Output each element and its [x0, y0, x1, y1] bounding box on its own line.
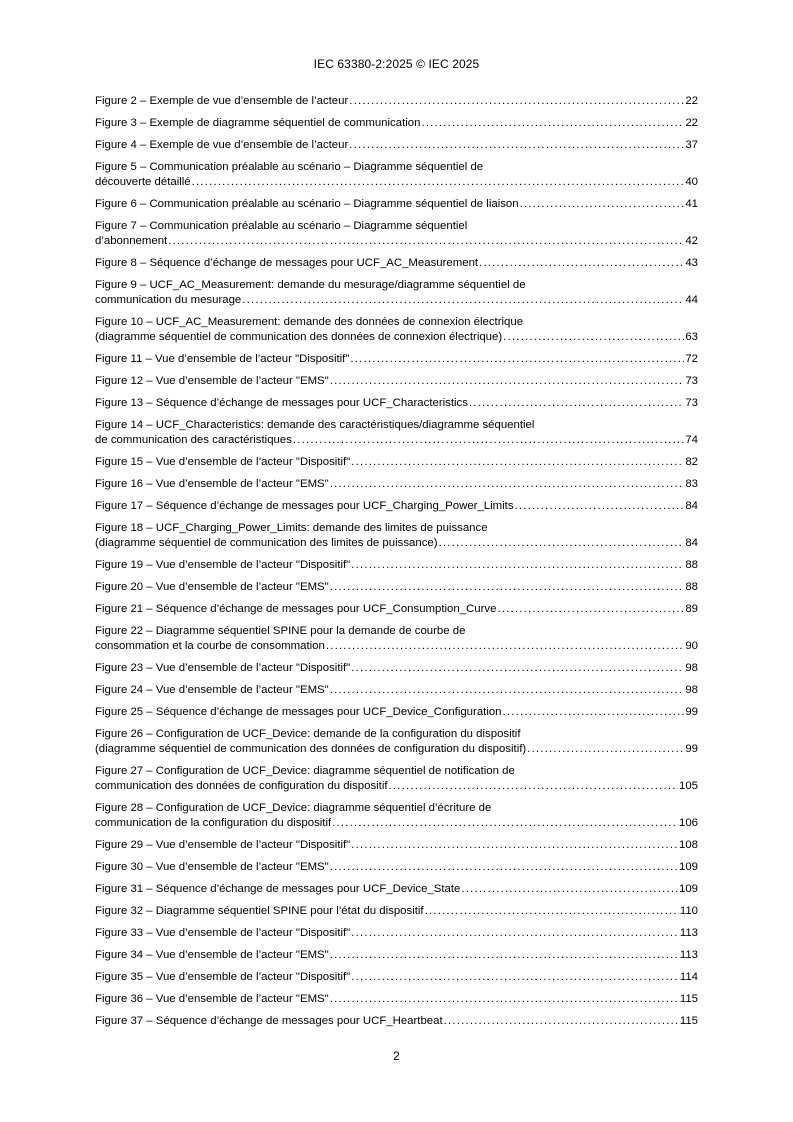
toc-entry-line [95, 882, 698, 897]
dot-leader [332, 816, 678, 831]
toc-entry[interactable] [95, 948, 698, 963]
toc-entry[interactable] [95, 256, 698, 271]
toc-entry-title: (diagramme séquentiel de communication des limites de puissance) [95, 537, 438, 549]
toc-entry-title-line: Figure 28 – Configuration de UCF_Device: diagramme séquentiel d’écriture de [95, 802, 492, 814]
toc-entry-line [95, 1014, 698, 1029]
dot-leader [520, 197, 685, 212]
toc-entry[interactable] [95, 801, 698, 831]
dot-leader [168, 234, 684, 249]
toc-entry-title-line: Figure 18 – UCF_Charging_Power_Limits: demande des limites de puissance [95, 522, 488, 534]
toc-entry-title-line: Figure 26 – Configuration de UCF_Device: demande de la configuration du dispositif [95, 728, 521, 740]
toc-entry-line [95, 477, 698, 492]
toc-entry[interactable] [95, 197, 698, 212]
toc-entry-page: 98 [685, 684, 698, 696]
toc-entry[interactable] [95, 558, 698, 573]
toc-entry-title: Figure 37 – Séquence d’échange de messages pour UCF_Heartbeat [95, 1015, 443, 1027]
toc-entry[interactable] [95, 315, 698, 345]
dot-leader [293, 433, 684, 448]
toc-entry-title: de communication des caractéristiques [95, 434, 292, 446]
dot-leader [351, 926, 679, 941]
toc-entry-title: Figure 2 – Exemple de vue d’ensemble de l’acteur [95, 95, 349, 107]
toc-entry-page: 84 [685, 500, 698, 512]
toc-entry[interactable] [95, 116, 698, 131]
toc-entry-page: 73 [685, 375, 698, 387]
toc-entry-line [95, 330, 698, 345]
dot-leader [389, 779, 678, 794]
toc-entry-title: Figure 15 – Vue d’ensemble de l’acteur "Dispositif" [95, 456, 351, 468]
dot-leader [421, 116, 684, 131]
toc-entry[interactable] [95, 992, 698, 1007]
dot-leader [242, 293, 684, 308]
toc-entry-line [95, 293, 698, 308]
dot-leader [326, 639, 684, 654]
toc-entry-page: 109 [678, 861, 698, 873]
toc-entry-title: Figure 25 – Séquence d’échange de messages pour UCF_Device_Configuration [95, 706, 502, 718]
toc-entry-line [95, 948, 698, 963]
toc-entry[interactable] [95, 882, 698, 897]
toc-entry[interactable] [95, 661, 698, 676]
toc-entry-page: 63 [685, 331, 698, 343]
toc-entry-line [95, 580, 698, 595]
toc-entry-page: 105 [678, 780, 698, 792]
toc-entry-line [95, 926, 698, 941]
toc-entry-title: Figure 8 – Séquence d’échange de messages pour UCF_AC_Measurement [95, 257, 479, 269]
toc-entry[interactable] [95, 705, 698, 720]
toc-entry[interactable] [95, 727, 698, 757]
toc-entry-line [95, 779, 698, 794]
toc-entry-line [95, 138, 698, 153]
toc-entry-title: Figure 19 – Vue d’ensemble de l’acteur "Dispositif" [95, 559, 351, 571]
toc-entry-title: Figure 33 – Vue d’ensemble de l’acteur "Dispositif" [95, 927, 351, 939]
dot-leader [469, 396, 684, 411]
dot-leader [527, 742, 684, 757]
toc-entry-title-line: Figure 22 – Diagramme séquentiel SPINE pour la demande de courbe de [95, 625, 466, 637]
toc-entry[interactable] [95, 860, 698, 875]
toc-entry-page: 99 [685, 706, 698, 718]
dot-leader [330, 683, 685, 698]
toc-entry-title: Figure 35 – Vue d’ensemble de l’acteur "Dispositif" [95, 971, 351, 983]
toc-entry[interactable] [95, 499, 698, 514]
toc-entry[interactable] [95, 418, 698, 448]
toc-entry-title: Figure 3 – Exemple de diagramme séquentiel de communication [95, 117, 421, 129]
toc-entry-title: Figure 36 – Vue d’ensemble de l’acteur "EMS" [95, 993, 329, 1005]
toc-entry[interactable] [95, 94, 698, 109]
dot-leader [330, 477, 685, 492]
toc-entry-title: Figure 4 – Exemple de vue d’ensemble de l’acteur [95, 139, 349, 151]
dot-leader [330, 860, 678, 875]
toc-entry[interactable] [95, 683, 698, 698]
toc-entry-title-line: Figure 7 – Communication préalable au scénario – Diagramme séquentiel [95, 220, 468, 232]
toc-entry-title: Figure 31 – Séquence d’échange de messages pour UCF_Device_State [95, 883, 461, 895]
toc-entry-line [95, 499, 698, 514]
toc-entry-line [95, 860, 698, 875]
list-of-figures [95, 94, 698, 1036]
toc-entry-line [95, 352, 698, 367]
dot-leader [349, 94, 684, 109]
toc-entry-page: 72 [685, 353, 698, 365]
toc-entry-page: 113 [679, 949, 698, 961]
toc-entry-title: Figure 17 – Séquence d’échange de messages pour UCF_Charging_Power_Limits [95, 500, 514, 512]
dot-leader [479, 256, 684, 271]
toc-entry-page: 41 [685, 198, 698, 210]
dot-leader [503, 330, 684, 345]
toc-entry-line [95, 234, 698, 249]
toc-entry[interactable] [95, 455, 698, 470]
toc-entry-title: Figure 20 – Vue d’ensemble de l’acteur "EMS" [95, 581, 329, 593]
toc-entry-title: Figure 13 – Séquence d’échange de messages pour UCF_Characteristics [95, 397, 468, 409]
toc-entry-title: Figure 6 – Communication préalable au scénario – Diagramme séquentiel de liaison [95, 198, 519, 210]
toc-entry-page: 88 [685, 581, 698, 593]
toc-entry[interactable] [95, 219, 698, 249]
toc-entry-line [95, 838, 698, 853]
toc-entry-page: 90 [685, 640, 698, 652]
toc-entry-title-line: Figure 14 – UCF_Characteristics: demande des caractéristiques/diagramme séquentiel [95, 419, 535, 431]
toc-entry-page: 73 [685, 397, 698, 409]
toc-entry-line [95, 374, 698, 389]
toc-entry-page: 89 [685, 603, 698, 615]
toc-entry-line [95, 639, 698, 654]
dot-leader [461, 882, 678, 897]
dot-leader [350, 352, 684, 367]
toc-entry-page: 40 [685, 176, 698, 188]
dot-leader [330, 948, 679, 963]
toc-entry-line [95, 94, 698, 109]
toc-entry-title: Figure 24 – Vue d’ensemble de l’acteur "EMS" [95, 684, 329, 696]
dot-leader [330, 374, 685, 389]
toc-entry-title: communication de la configuration du dispositif [95, 817, 332, 829]
toc-entry-page: 83 [685, 478, 698, 490]
toc-entry-line [95, 536, 698, 551]
toc-entry-title: Figure 11 – Vue d’ensemble de l’acteur "Dispositif" [95, 353, 350, 365]
toc-entry[interactable] [95, 970, 698, 985]
toc-entry[interactable] [95, 278, 698, 308]
toc-entry-title: Figure 32 – Diagramme séquentiel SPINE pour l’état du dispositif [95, 905, 424, 917]
toc-entry-page: 44 [685, 294, 698, 306]
toc-entry[interactable] [95, 764, 698, 794]
toc-entry-page: 22 [685, 95, 698, 107]
toc-entry-title: découverte détaillé [95, 176, 191, 188]
toc-entry-title: Figure 34 – Vue d’ensemble de l’acteur "EMS" [95, 949, 329, 961]
toc-entry-page: 74 [685, 434, 698, 446]
toc-entry-title: (diagramme séquentiel de communication des données de connexion électrique) [95, 331, 503, 343]
toc-entry-line [95, 705, 698, 720]
toc-entry-page: 114 [679, 971, 698, 983]
dot-leader [439, 536, 685, 551]
toc-entry-page: 98 [685, 662, 698, 674]
toc-entry-title: consommation et la courbe de consommation [95, 640, 325, 652]
toc-entry[interactable] [95, 624, 698, 654]
toc-entry[interactable] [95, 160, 698, 190]
toc-entry-title-line: Figure 27 – Configuration de UCF_Device: diagramme séquentiel de notification de [95, 765, 515, 777]
toc-entry-title: d’abonnement [95, 235, 168, 247]
dot-leader [192, 175, 685, 190]
dot-leader [444, 1014, 679, 1029]
dot-leader [351, 558, 684, 573]
toc-entry-page: 88 [685, 559, 698, 571]
page-number: 2 [393, 1049, 400, 1063]
toc-entry-page: 43 [685, 257, 698, 269]
dot-leader [351, 661, 684, 676]
toc-entry-line [95, 992, 698, 1007]
toc-entry[interactable] [95, 396, 698, 411]
toc-entry-title: communication du mesurage [95, 294, 242, 306]
toc-entry-line [95, 816, 698, 831]
toc-entry-title-line: Figure 5 – Communication préalable au scénario – Diagramme séquentiel de [95, 161, 484, 173]
dot-leader [515, 499, 685, 514]
toc-entry[interactable] [95, 521, 698, 551]
toc-entry[interactable] [95, 580, 698, 595]
dot-leader [351, 838, 678, 853]
toc-entry-page: 82 [685, 456, 698, 468]
toc-entry-line [95, 175, 698, 190]
toc-entry-title: Figure 16 – Vue d’ensemble de l’acteur "EMS" [95, 478, 329, 490]
toc-entry-page: 99 [685, 743, 698, 755]
toc-entry-line [95, 904, 698, 919]
dot-leader [497, 602, 684, 617]
toc-entry-line [95, 742, 698, 757]
toc-entry[interactable] [95, 1014, 698, 1029]
toc-entry-page: 42 [685, 235, 698, 247]
toc-entry-title-line: Figure 10 – UCF_AC_Measurement: demande des données de connexion électrique [95, 316, 524, 328]
toc-entry-line [95, 558, 698, 573]
toc-entry-title: Figure 30 – Vue d’ensemble de l’acteur "EMS" [95, 861, 329, 873]
toc-entry-line [95, 116, 698, 131]
dot-leader [349, 138, 684, 153]
toc-entry-line [95, 256, 698, 271]
toc-entry-page: 115 [679, 993, 698, 1005]
toc-entry-line [95, 661, 698, 676]
toc-entry-page: 22 [685, 117, 698, 129]
dot-leader [330, 580, 685, 595]
toc-entry[interactable] [95, 904, 698, 919]
toc-entry-title: Figure 21 – Séquence d’échange de messages pour UCF_Consumption_Curve [95, 603, 497, 615]
toc-entry[interactable] [95, 138, 698, 153]
dot-leader [330, 992, 679, 1007]
toc-entry[interactable] [95, 926, 698, 941]
toc-entry-title-line: Figure 9 – UCF_AC_Measurement: demande du mesurage/diagramme séquentiel de [95, 279, 526, 291]
toc-entry-page: 84 [685, 537, 698, 549]
dot-leader [425, 904, 679, 919]
toc-entry-title: Figure 23 – Vue d’ensemble de l’acteur "Dispositif" [95, 662, 351, 674]
toc-entry-line [95, 433, 698, 448]
toc-entry-title: Figure 12 – Vue d’ensemble de l’acteur "EMS" [95, 375, 329, 387]
dot-leader [351, 970, 679, 985]
toc-entry-line [95, 970, 698, 985]
toc-entry-title: communication des données de configuration du dispositif [95, 780, 388, 792]
toc-entry[interactable] [95, 602, 698, 617]
toc-entry-title: Figure 29 – Vue d’ensemble de l’acteur "Dispositif" [95, 839, 351, 851]
toc-entry-page: 108 [678, 839, 698, 851]
toc-entry-page: 37 [685, 139, 698, 151]
toc-entry[interactable] [95, 352, 698, 367]
toc-entry-line [95, 455, 698, 470]
toc-entry-line [95, 602, 698, 617]
toc-entry[interactable] [95, 477, 698, 492]
toc-entry-page: 110 [679, 905, 698, 917]
page-header: IEC 63380-2:2025 © IEC 2025 [313, 57, 480, 71]
dot-leader [503, 705, 685, 720]
toc-entry-title: (diagramme séquentiel de communication des données de configuration du dispositif) [95, 743, 527, 755]
toc-entry-line [95, 197, 698, 212]
toc-entry-page: 109 [678, 883, 698, 895]
dot-leader [351, 455, 684, 470]
toc-entry[interactable] [95, 838, 698, 853]
toc-entry[interactable] [95, 374, 698, 389]
toc-entry-page: 115 [679, 1015, 698, 1027]
toc-entry-line [95, 396, 698, 411]
toc-entry-line [95, 683, 698, 698]
toc-entry-page: 106 [678, 817, 698, 829]
toc-entry-page: 113 [679, 927, 698, 939]
